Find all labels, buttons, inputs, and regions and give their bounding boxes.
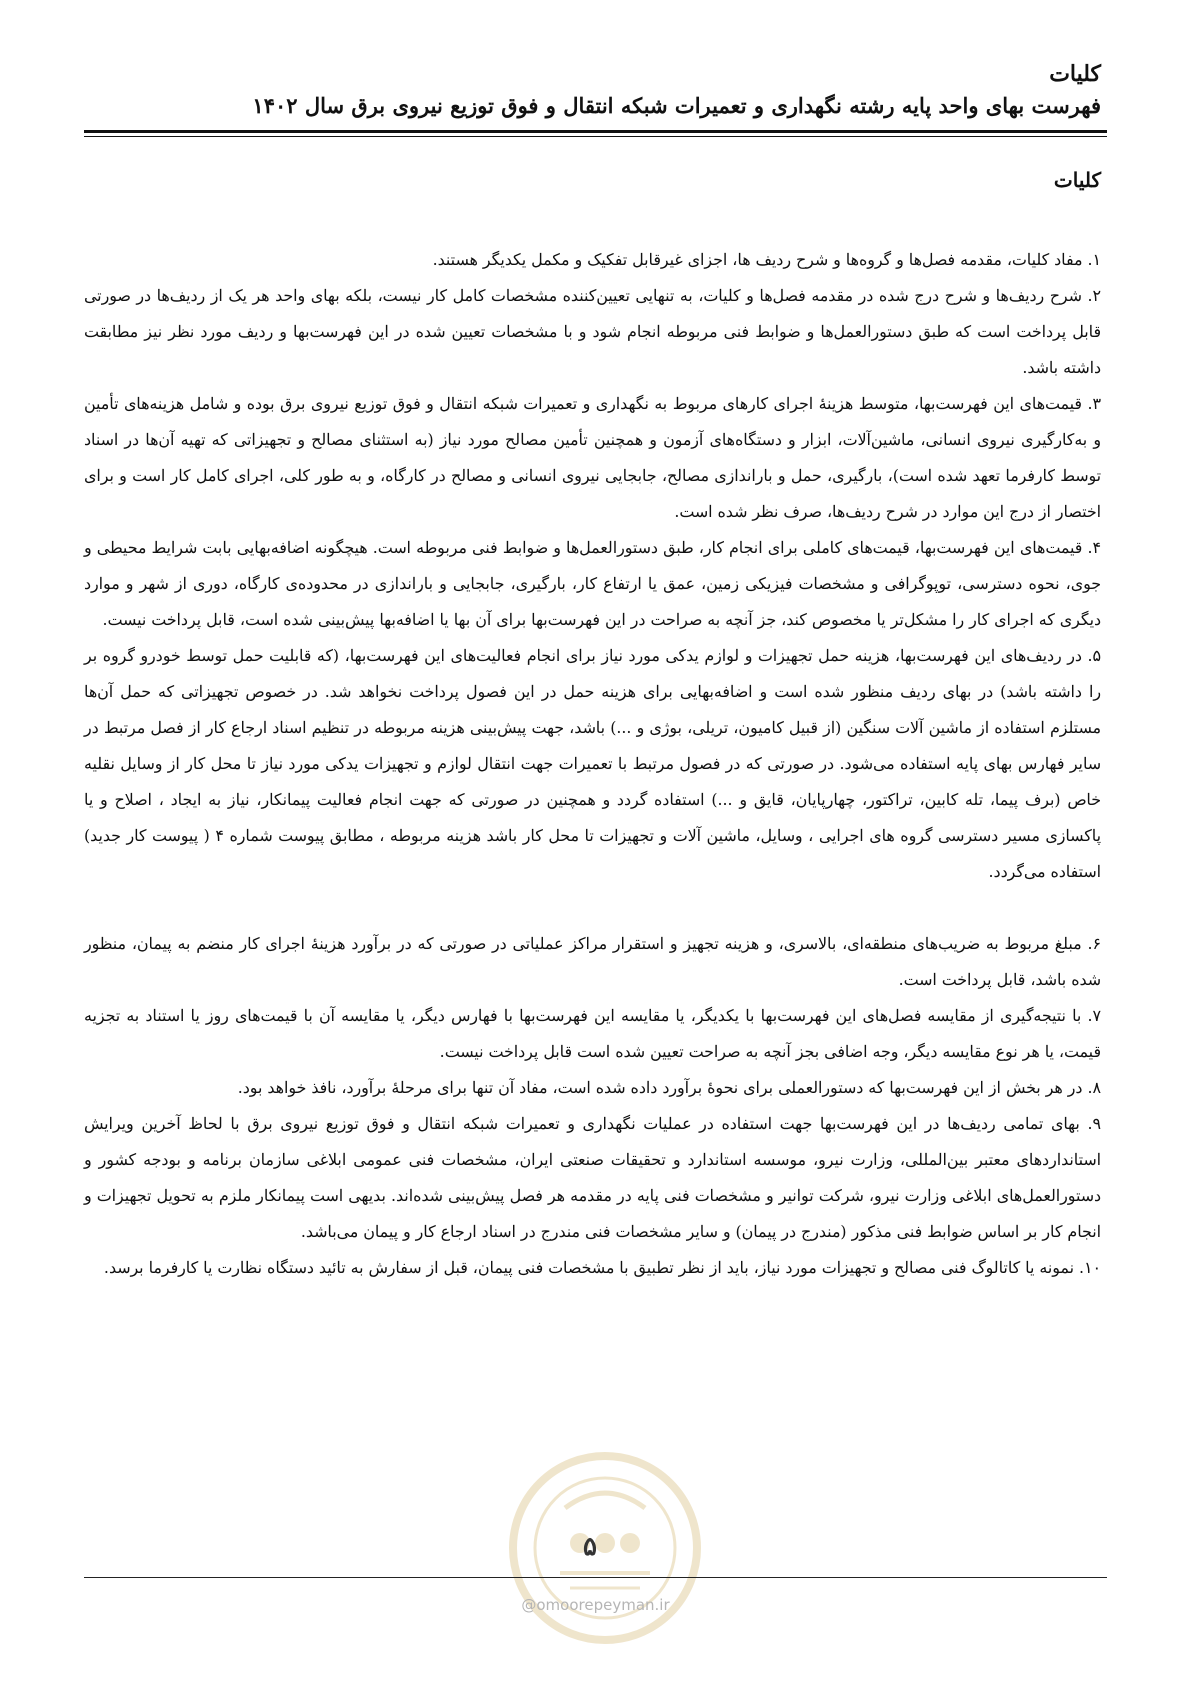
watermark-site: @omoorepeyman.ir <box>521 1596 670 1614</box>
paragraph-8: ۸. در هر بخش از این فهرست‌بها که دستورالعملی برای نحوهٔ برآورد داده شده است، مفاد آن تنها برای مرحلهٔ برآورد، نافذ خواهد بود. <box>237 1078 1101 1097</box>
paragraph-5: ۵. در ردیف‌های این فهرست‌بها، هزینه حمل تجهیزات و لوازم یدکی مورد نیاز برای انجام فعالیت‌های این فهرست‌بها، (که قابلیت حمل توسط خودرو گروه بر را داشته باشد) در بهای ردیف منظور شده است و اضافه‌بهایی برای هزینه حمل در این فصول پرداخت نخواهد شد. در خصوص تجهیزاتی که حمل آن‌ها مستلزم استفاده از ماشین آلات سنگین (از قبیل کامیون، تریلی، بوژی و ...) باشد، جهت پیش‌بینی هزینه مربوطه در تنظیم اسناد ارجاع کار از فصل مرتبط در سایر فهارس بهای پایه استفاده می‌شود. در صورتی که در فصول مرتبط با تعمیرات جهت انتقال لوازم و تجهیزات یدکی مورد نیاز تا محل کار از وسایل نقلیه خاص (برف پیما، تله کابین، تراکتور، چهارپایان، قایق و ...) استفاده گردد و همچنین در صورتی که جهت انجام فعالیت پیمانکار، نیاز به ایجاد ، اصلاح و یا پاکسازی مسیر دسترسی گروه های اجرایی ، وسایل، ماشین آلات و تجهیزات تا محل کار باشد هزینه مربوطه ، مطابق پیوست شماره ۴ ( پیوست کار جدید) استفاده می‌گردد. <box>84 646 1101 881</box>
watermark-seal-icon <box>505 1448 705 1648</box>
page-number: ۵ <box>583 1532 597 1562</box>
footer-rule <box>84 1577 1107 1578</box>
header-rule-thin <box>84 136 1107 137</box>
paragraph-7: ۷. با نتیجه‌گیری از مقایسه فصل‌های این فهرست‌بها با یکدیگر، یا مقایسه این فهرست‌بها با فهارس دیگر، یا مقایسه آن با قیمت‌های روز یا استناد به تجزیه قیمت، یا هر نوع مقایسه دیگر، وجه اضافی بجز آنچه به صراحت تعیین شده است قابل پرداخت نیست. <box>84 1006 1101 1061</box>
page-header <box>90 58 1101 122</box>
paragraph-4: ۴. قیمت‌های این فهرست‌بها، قیمت‌های کاملی برای انجام کار، طبق دستورالعمل‌ها و ضوابط فنی مربوطه است. هیچگونه اضافه‌بهایی بابت شرایط محیطی و جوی، نحوه دسترسی، توپوگرافی و مشخصات فیزیکی زمین، عمق یا ارتفاع کار، بارگیری، جابجایی و باراندازی در محدوده‌ی کارگاه، دوری از شهر و موارد دیگری که اجرای کار را مشکل‌تر یا مخصوص کند، جز آنچه به صراحت در این فهرست‌بها برای آن بها یا اضافه‌بها پیش‌بینی شده است، قابل پرداخت نیست. <box>84 538 1101 629</box>
paragraph-3: ۳. قیمت‌های این فهرست‌بها، متوسط هزینهٔ اجرای کارهای مربوط به نگهداری و تعمیرات شبکه انتقال و فوق توزیع نیروی برق بوده و شامل هزینه‌های تأمین و به‌کارگیری نیروی انسانی، ماشین‌آلات، ابزار و دستگاه‌های آزمون و همچنین تأمین مصالح مورد نیاز (به استثنای مصالح و تجهیزاتی که تهیه آن‌ها در اسناد توسط کارفرما تعهد شده است)، بارگیری، حمل و باراندازی مصالح، جابجایی نیروی انسانی و مصالح در کارگاه، و به طور کلی، اجرای کامل کار است و برای اختصار از درج این موارد در شرح ردیف‌ها، صرف نظر شده است. <box>84 394 1101 521</box>
header-section-name: کلیات <box>1049 61 1101 87</box>
paragraph-2: ۲. شرح ردیف‌ها و شرح درج شده در مقدمه فصل‌ها و کلیات، به تنهایی تعیین‌کننده مشخصات کامل کار نیست، بلکه بهای واحد هر یک از ردیف‌ها در صورتی قابل پرداخت است که طبق دستورالعمل‌ها و ضوابط فنی مربوطه انجام شود و با مشخصات تعیین شده در این فهرست‌بها و ردیف مورد نظر نیز مطابقت داشته باشد. <box>84 286 1101 377</box>
paragraph-6: ۶. مبلغ مربوط به ضریب‌های منطقه‌ای، بالاسری، و هزینه تجهیز و استقرار مراکز عملیاتی در صورتی که در برآورد هزینهٔ اجرای کار منضم به پیمان، منظور شده باشد، قابل پرداخت است. <box>84 934 1101 989</box>
body-text <box>84 242 1101 1286</box>
header-document-title: فهرست بهای واحد پایه رشته نگهداری و تعمیرات شبکه انتقال و فوق توزیع نیروی برق سال ۱۴۰۲ <box>252 93 1101 118</box>
paragraph-10: ۱۰. نمونه یا کاتالوگ فنی مصالح و تجهیزات مورد نیاز، باید از نظر تطبیق با مشخصات فنی پیمان، قبل از سفارش به تائید دستگاه نظارت یا کارفرما برسد. <box>103 1258 1101 1277</box>
header-rule-thick <box>84 130 1107 133</box>
paragraph-1: ۱. مفاد کلیات، مقدمه فصل‌ها و گروه‌ها و شرح ردیف ها، اجزای غیرقابل تفکیک و مکمل یکدیگر هستند. <box>432 250 1101 269</box>
paragraph-9: ۹. بهای تمامی ردیف‌ها در این فهرست‌بها جهت استفاده در عملیات نگهداری و تعمیرات شبکه انتقال و فوق توزیع نیروی برق با لحاظ آخرین ویرایش استانداردهای معتبر بین‌المللی، وزارت نیرو، موسسه استاندارد و تحقیقات صنعتی ایران، مشخصات فنی عمومی ابلاغی سازمان برنامه و بودجه کشور و دستورالعمل‌های ابلاغی وزارت نیرو، شرکت توانیر و مشخصات فنی پایه در مقدمه هر فصل پیش‌بینی شده‌اند. بدیهی است پیمانکار ملزم به تحویل تجهیزات و انجام کار بر اساس ضوابط فنی مذکور (مندرج در پیمان) و سایر مشخصات فنی مندرج در اسناد ارجاع کار و پیمان می‌باشد. <box>84 1114 1101 1241</box>
section-title: کلیات <box>1053 168 1101 192</box>
